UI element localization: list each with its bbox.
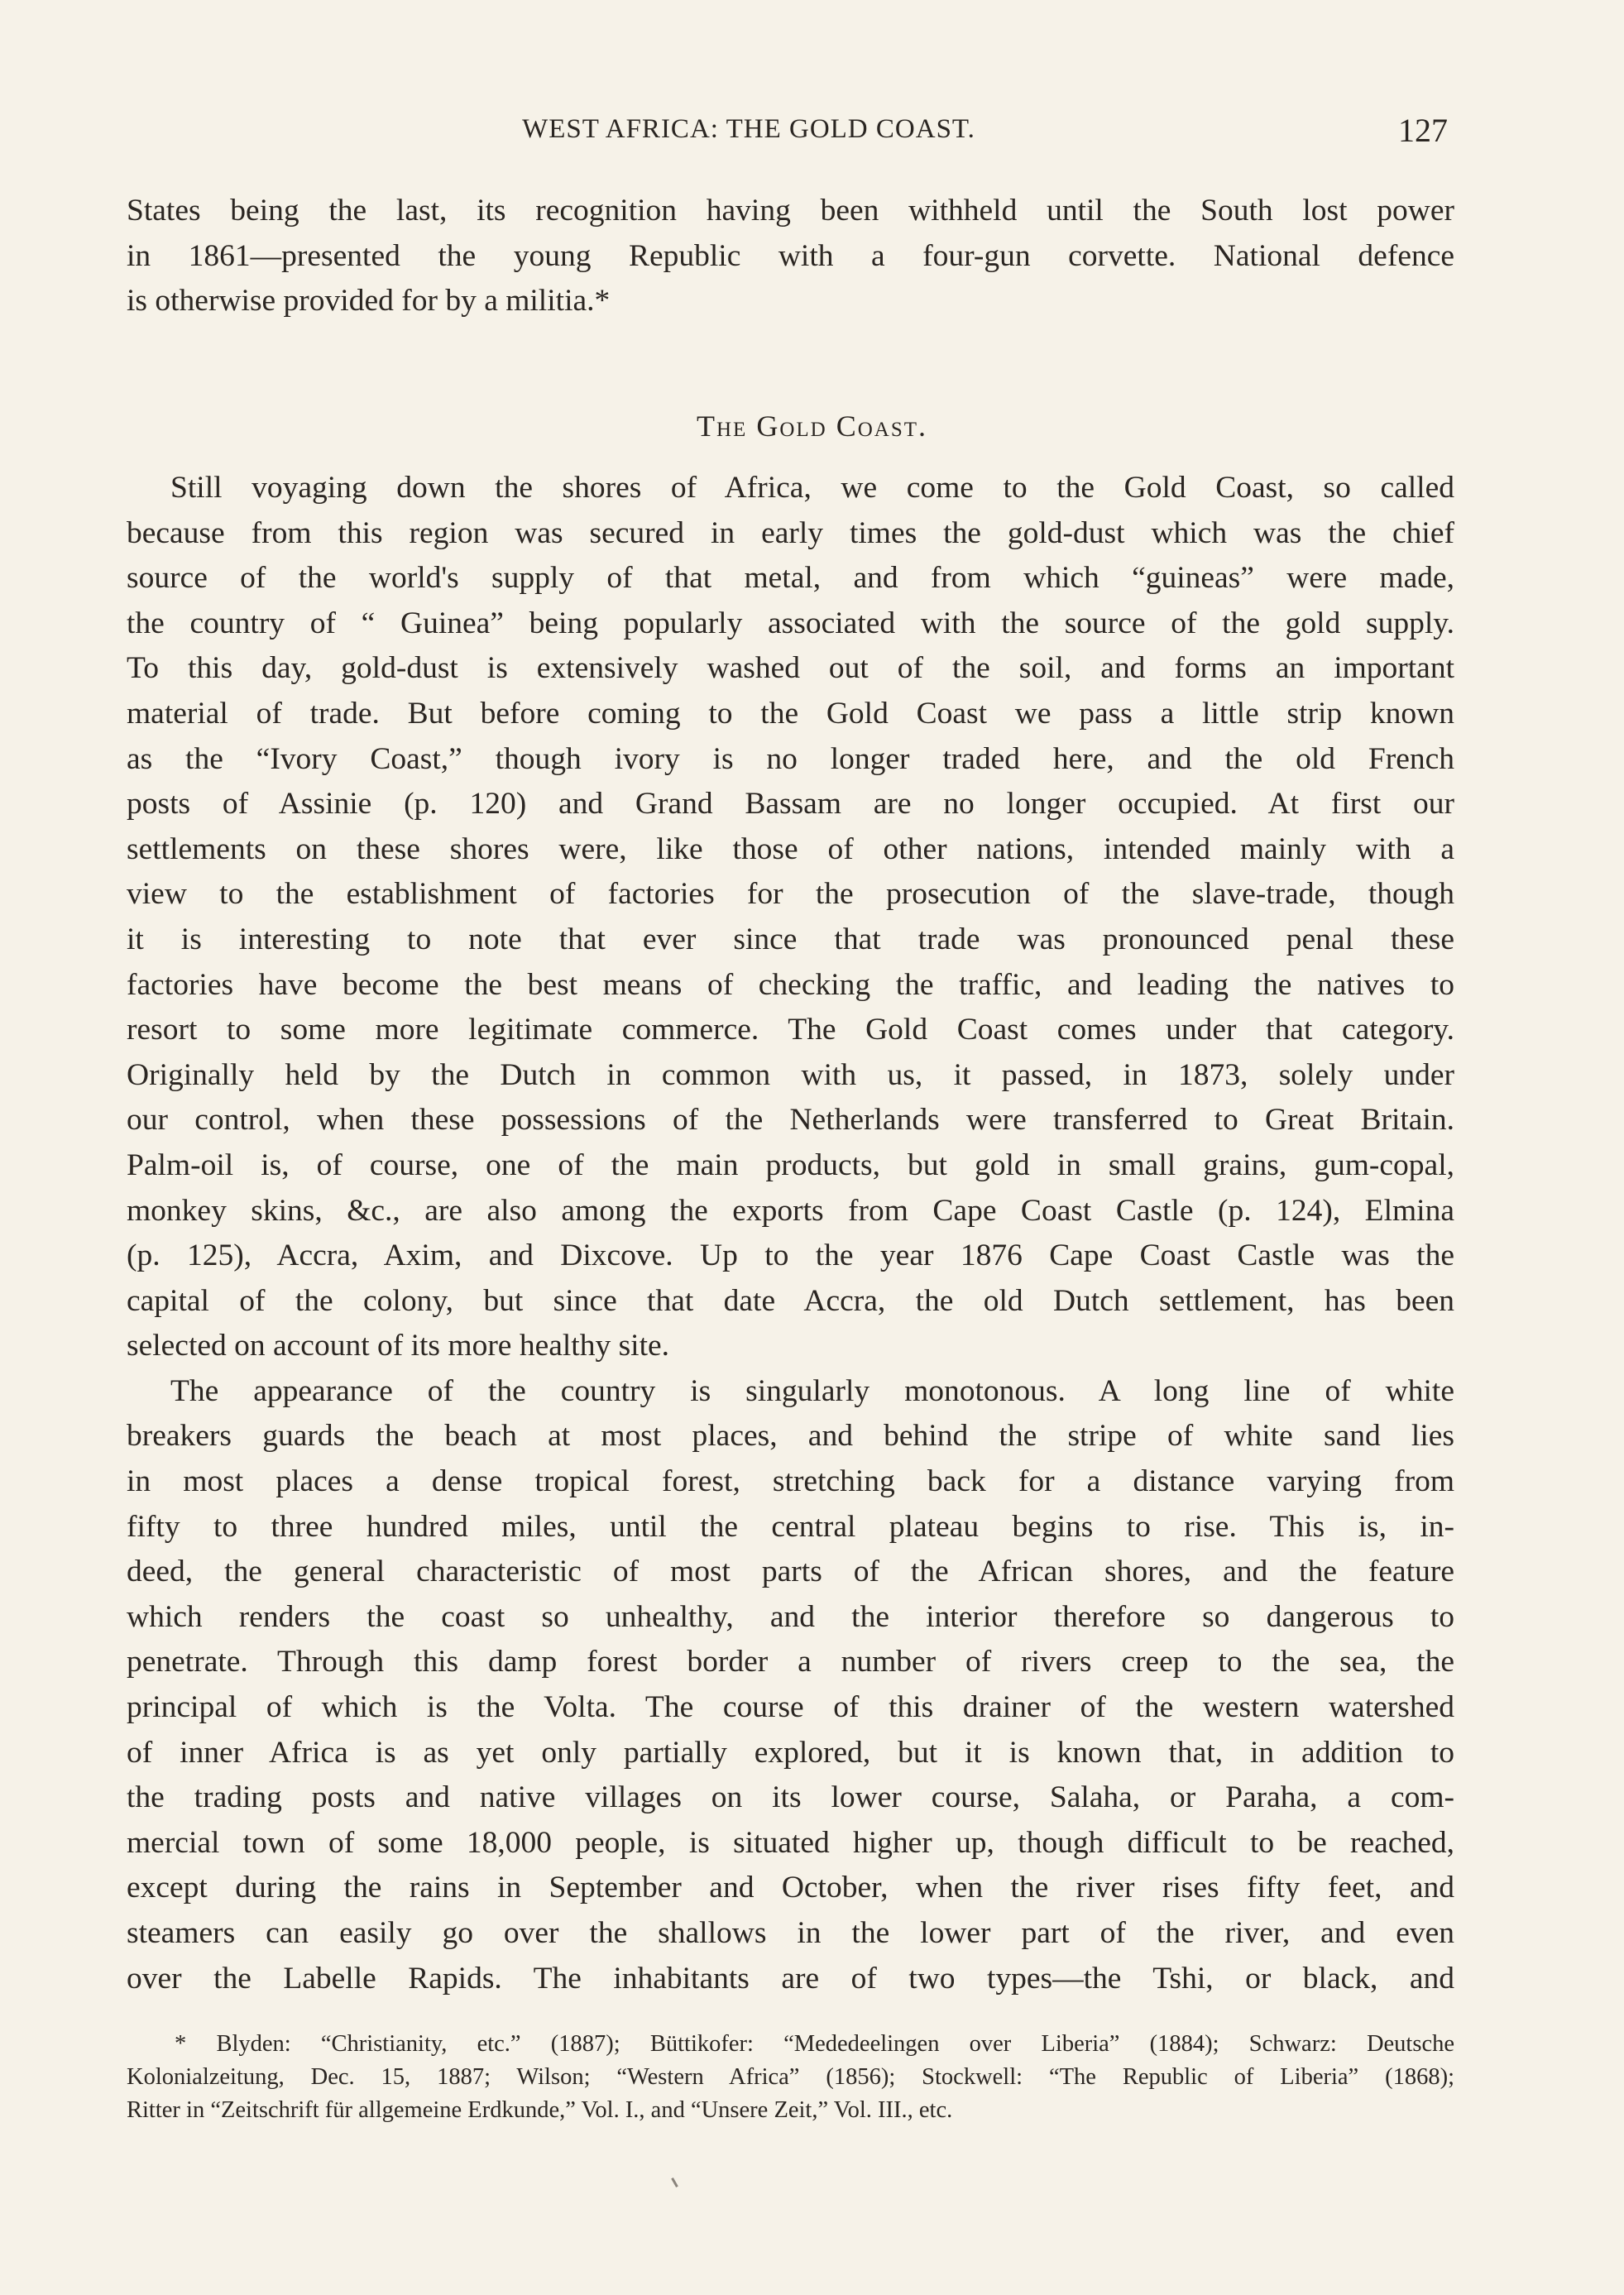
paragraph-2 xyxy=(127,1369,1454,2001)
text-line: Still voyaging down the shores of Africa, we come to the Gold Coast, so called xyxy=(170,471,1454,505)
text-line: over the Labelle Rapids. The inhabitants are of two types—the Tshi, or black, and xyxy=(127,1961,1454,1996)
text-line: as the “Ivory Coast,” though ivory is no longer traded here, and the old French xyxy=(127,741,1454,776)
text-line: is otherwise provided for by a militia.* xyxy=(127,284,611,319)
footnote-line: Kolonialzeitung, Dec. 15, 1887; Wilson; “Western Africa” (1856); Stockwell: “The Republic of Liberia” (1868); xyxy=(127,2064,1454,2090)
text-line: our control, when these possessions of the Netherlands were transferred to Great Britain. xyxy=(127,1103,1454,1138)
intro-paragraph xyxy=(127,189,1454,324)
text-line: (p. 125), Accra, Axim, and Dixcove. Up to the year 1876 Cape Coast Castle was the xyxy=(127,1239,1454,1273)
text-line: To this day, gold-dust is extensively washed out of the soil, and forms an important xyxy=(127,651,1454,686)
text-line: source of the world's supply of that metal, and from which “guineas” were made, xyxy=(127,561,1454,596)
text-line: steamers can easily go over the shallows in the lower part of the river, and even xyxy=(127,1916,1454,1950)
running-head xyxy=(0,114,1624,156)
text-line: except during the rains in September and October, when the river rises fifty feet, and xyxy=(127,1871,1454,1905)
text-line: view to the establishment of factories for the prosecution of the slave-trade, though xyxy=(127,877,1454,912)
text-line: material of trade. But before coming to the Gold Coast we pass a little strip known xyxy=(127,696,1454,731)
text-line: The appearance of the country is singularly monotonous. A long line of white xyxy=(170,1373,1454,1408)
text-line: which renders the coast so unhealthy, and the interior therefore so dangerous to xyxy=(127,1599,1454,1634)
footnote-line: * Blyden: “Christianity, etc.” (1887); Büttikofer: “Mededeelingen over Liberia” (1884); Schwarz: Deutsche xyxy=(175,2031,1454,2057)
running-title: WEST AFRICA: THE GOLD COAST. xyxy=(522,114,975,144)
text-line: fifty to three hundred miles, until the central plateau begins to rise. This is, in- xyxy=(127,1509,1454,1544)
text-line: mercial town of some 18,000 people, is situated higher up, though difficult to be reached, xyxy=(127,1825,1454,1860)
main-text xyxy=(127,466,1454,2001)
footnote xyxy=(127,2028,1454,2127)
text-line: principal of which is the Volta. The course of this drainer of the western watershed xyxy=(127,1690,1454,1725)
text-line: in most places a dense tropical forest, stretching back for a distance varying from xyxy=(127,1464,1454,1499)
text-line: the country of “ Guinea” being popularly associated with the source of the gold supply. xyxy=(127,606,1454,640)
text-line: posts of Assinie (p. 120) and Grand Bassam are no longer occupied. At first our xyxy=(127,787,1454,822)
text-line: settlements on these shores were, like those of other nations, intended mainly with a xyxy=(127,831,1454,866)
text-line: selected on account of its more healthy site. xyxy=(127,1329,670,1363)
text-line: because from this region was secured in early times the gold-dust which was the chief xyxy=(127,515,1454,550)
text-line: breakers guards the beach at most places, and behind the stripe of white sand lies xyxy=(127,1419,1454,1454)
footnote-line: Ritter in “Zeitschrift für allgemeine Erdkunde,” Vol. I., and “Unsere Zeit,” Vol. III., etc. xyxy=(127,2097,953,2123)
text-line: in 1861—presented the young Republic with a four-gun corvette. National defence xyxy=(127,238,1454,273)
paragraph-1 xyxy=(127,466,1454,1369)
text-line: Palm-oil is, of course, one of the main products, but gold in small grains, gum-copal, xyxy=(127,1148,1454,1182)
text-line: penetrate. Through this damp forest border a number of rivers creep to the sea, the xyxy=(127,1645,1454,1679)
text-line: resort to some more legitimate commerce. The Gold Coast comes under that category. xyxy=(127,1013,1454,1047)
section-heading: The Gold Coast. xyxy=(697,410,927,443)
text-line: capital of the colony, but since that date Accra, the old Dutch settlement, has been xyxy=(127,1283,1454,1318)
text-line: of inner Africa is as yet only partially explored, but it is known that, in addition to xyxy=(127,1735,1454,1770)
text-line: it is interesting to note that ever since that trade was pronounced penal these xyxy=(127,922,1454,956)
text-line: factories have become the best means of checking the traffic, and leading the natives to xyxy=(127,967,1454,1002)
text-line: the trading posts and native villages on its lower course, Salaha, or Paraha, a com- xyxy=(127,1780,1454,1815)
print-speck xyxy=(671,2178,678,2187)
text-line: Originally held by the Dutch in common with us, it passed, in 1873, solely under xyxy=(127,1057,1454,1092)
page-number: 127 xyxy=(1398,112,1448,149)
text-line: States being the last, its recognition having been withheld until the South lost power xyxy=(127,194,1454,228)
text-line: deed, the general characteristic of most parts of the African shores, and the feature xyxy=(127,1555,1454,1589)
text-line: monkey skins, &c., are also among the exports from Cape Coast Castle (p. 124), Elmina xyxy=(127,1193,1454,1228)
